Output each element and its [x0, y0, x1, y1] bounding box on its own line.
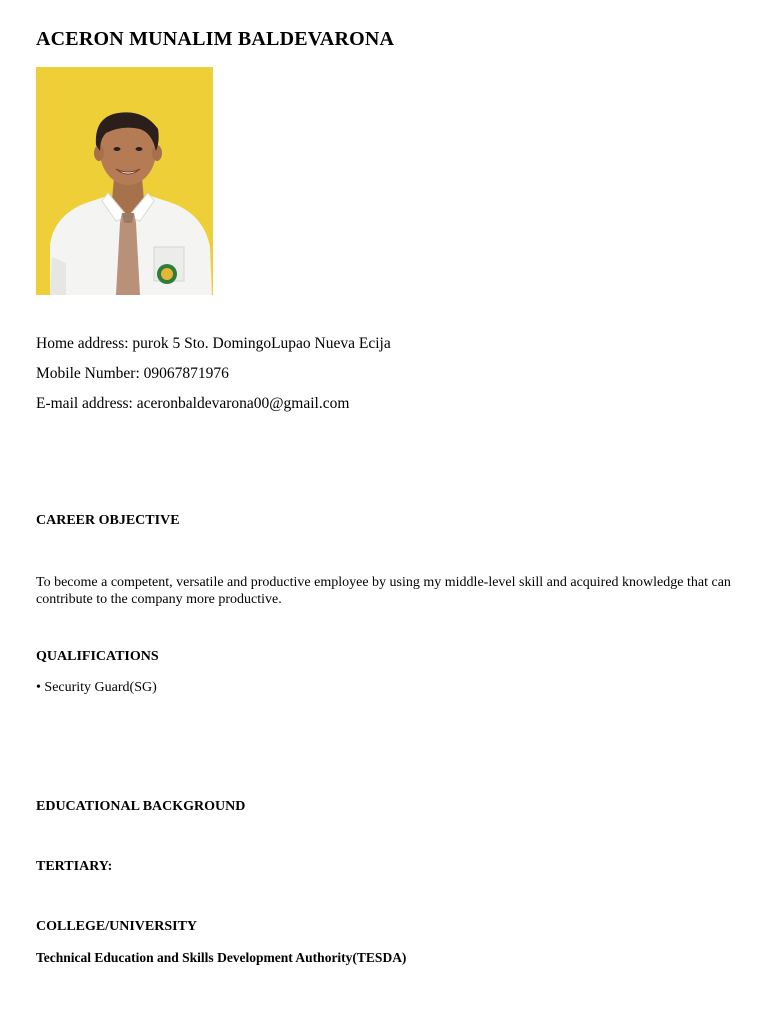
qualification-item: • Security Guard(SG) [36, 680, 157, 695]
resume-name: ACERON MUNALIM BALDEVARONA [36, 28, 395, 50]
email-address: E-mail address: aceronbaldevarona00@gmail.com [36, 395, 350, 412]
college-label: COLLEGE/UNIVERSITY [36, 919, 198, 934]
education-heading: EDUCATIONAL BACKGROUND [36, 799, 246, 814]
portrait-illustration [36, 67, 213, 295]
qualifications-heading: QUALIFICATIONS [36, 649, 159, 664]
home-address: Home address: purok 5 Sto. DomingoLupao Nueva Ecija [36, 335, 391, 352]
mobile-number: Mobile Number: 09067871976 [36, 365, 229, 382]
profile-photo [36, 67, 213, 295]
career-objective-text: To become a competent, versatile and productive employee by using my middle-level skill and acquired knowledge that can contribute to the company more productive. [36, 575, 731, 607]
career-objective-heading: CAREER OBJECTIVE [36, 513, 180, 528]
tertiary-label: TERTIARY: [36, 859, 113, 874]
school-name: Technical Education and Skills Development Authority(TESDA) [36, 950, 407, 965]
